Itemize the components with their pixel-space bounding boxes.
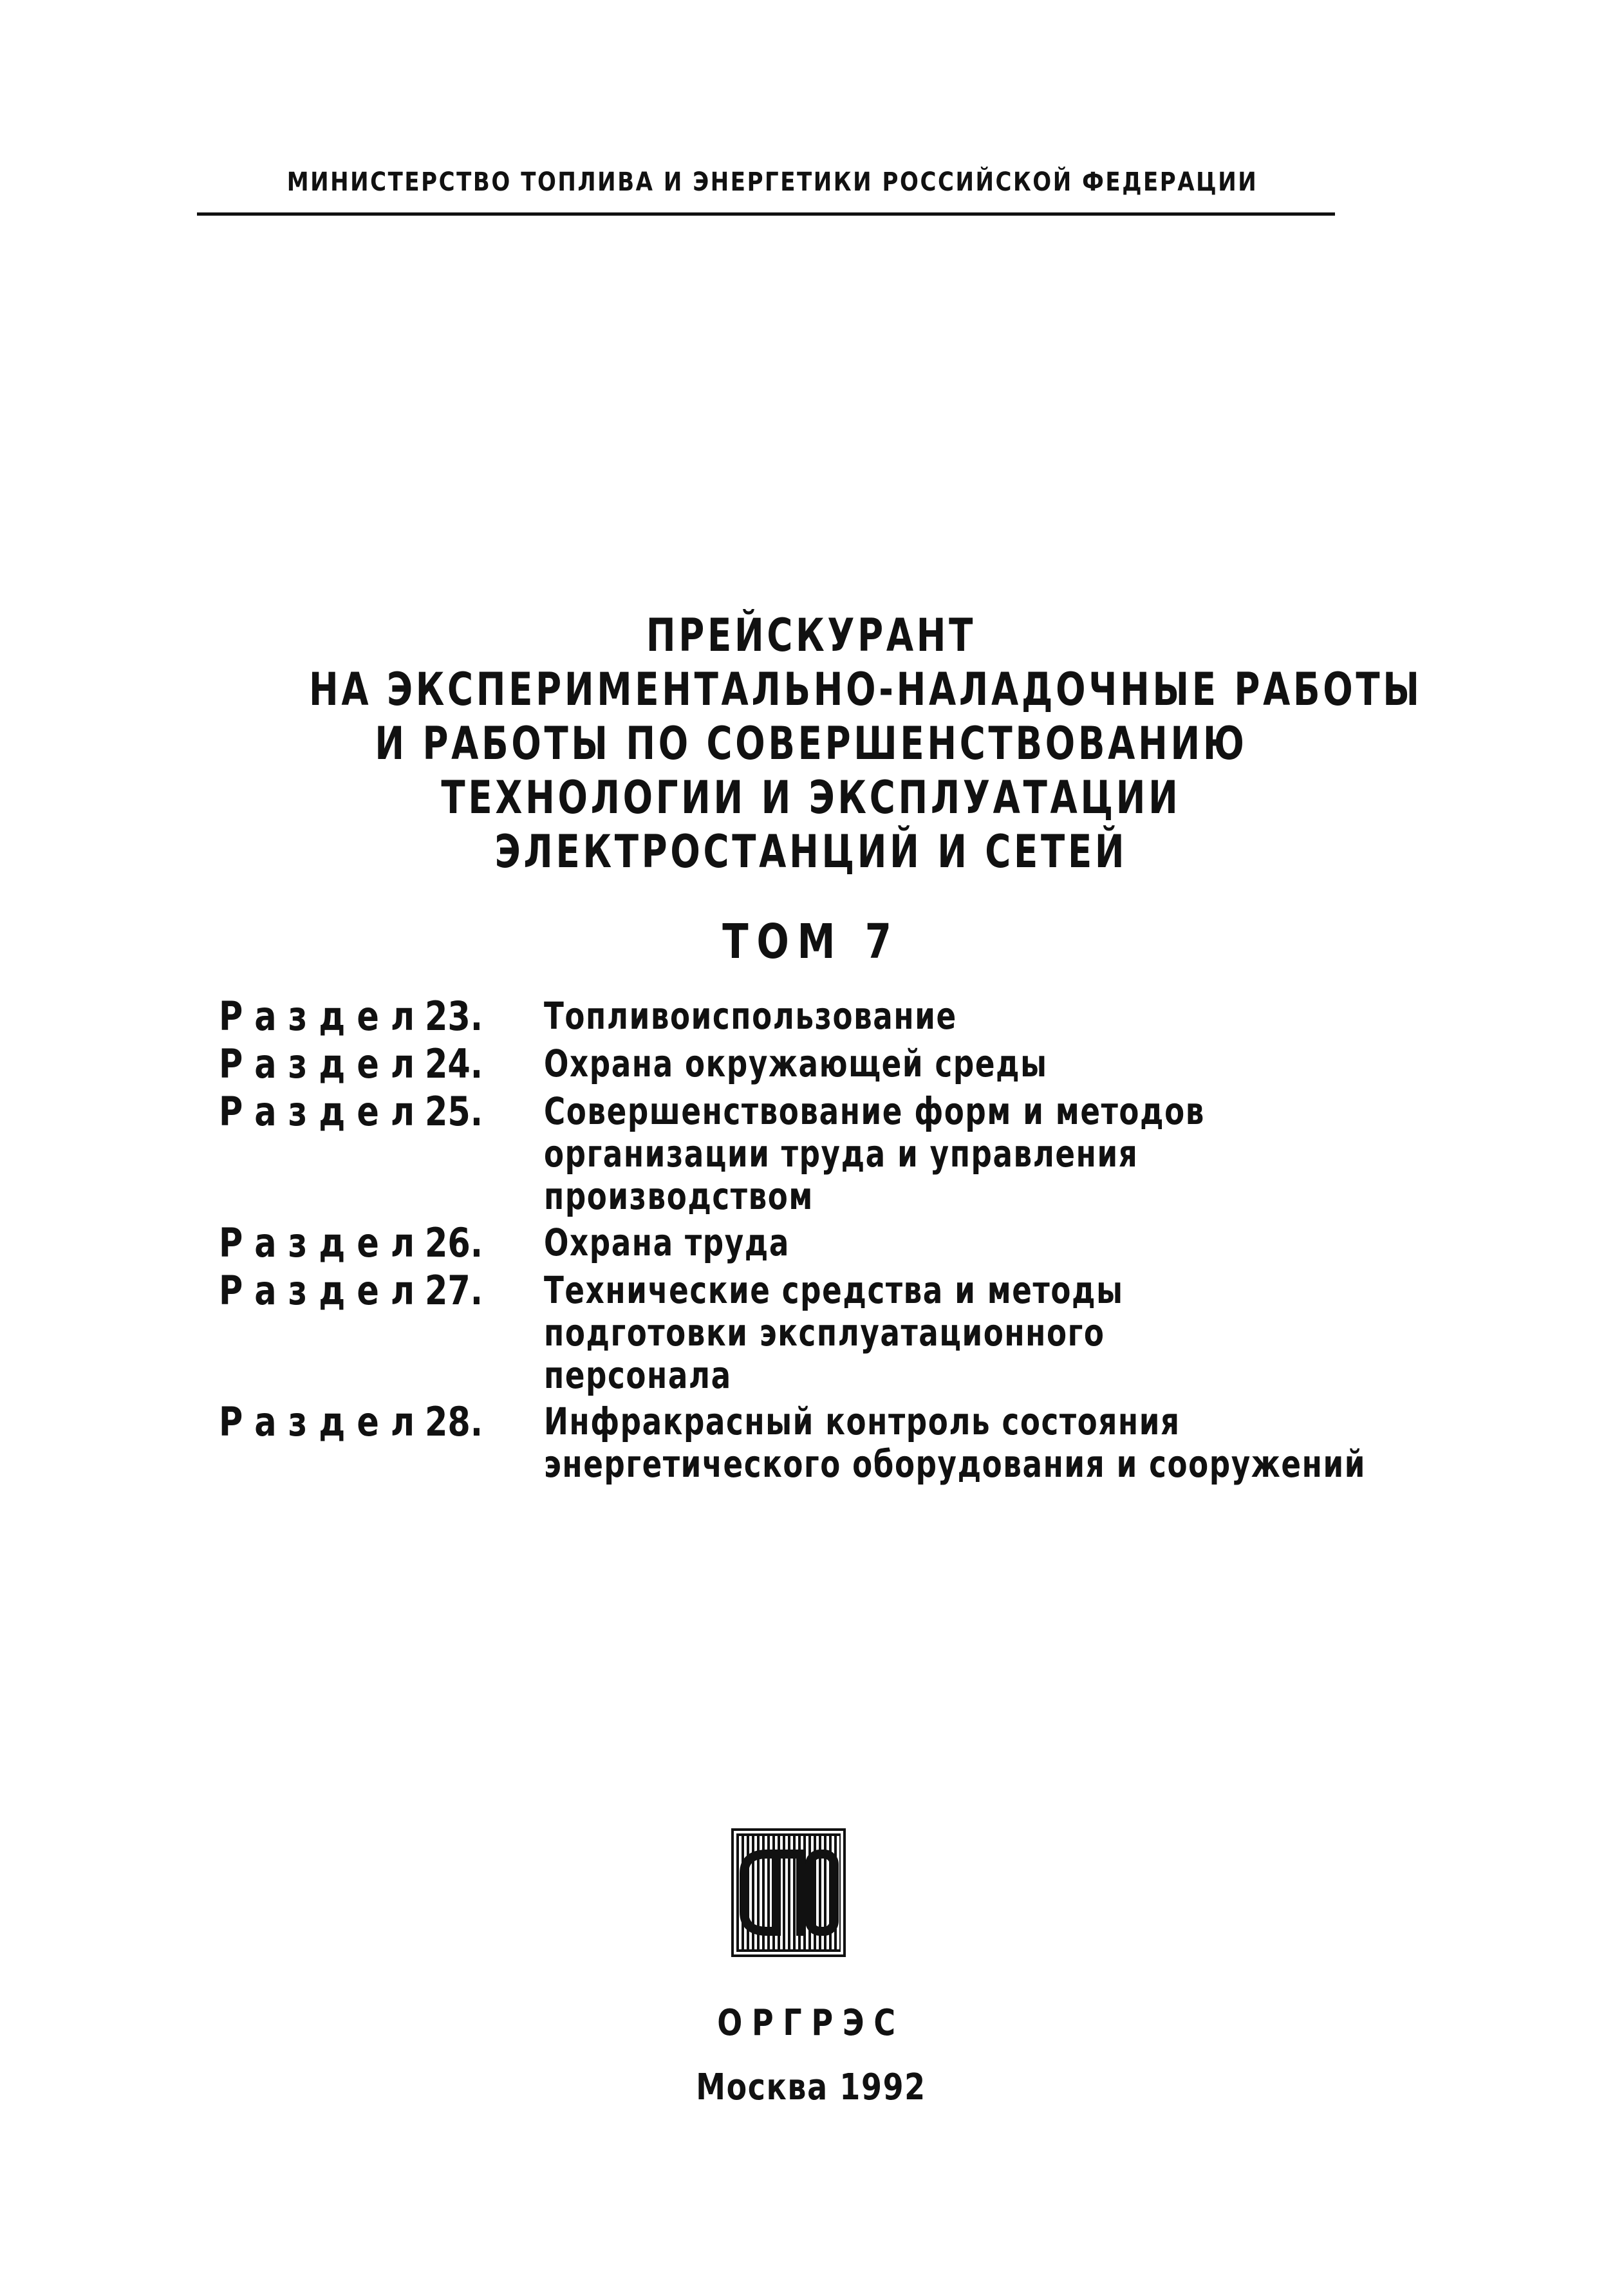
section-number: 27. [425, 1267, 483, 1314]
section-title-line: Совершенствование форм и методов [544, 1089, 1205, 1133]
section-item [219, 1400, 1442, 1485]
section-item [219, 1269, 1442, 1396]
section-item [219, 1042, 1442, 1086]
section-title [544, 1090, 1442, 1217]
section-title-line: производством [544, 1174, 814, 1218]
section-label: Раздел [219, 1267, 427, 1314]
section-title [544, 1042, 1442, 1085]
section-number: 23. [425, 993, 483, 1040]
section-title [544, 1269, 1442, 1396]
section-label: Раздел [219, 1398, 427, 1445]
section-title-line: Топливоиспользование [544, 994, 957, 1038]
section-label: Раздел [219, 1040, 427, 1087]
publisher-name: ОРГРЭС [717, 2002, 905, 2044]
publication-place-year: Москва 1992 [696, 2066, 926, 2108]
section-label: Раздел [219, 1088, 427, 1135]
spo-logo-icon [731, 1828, 846, 1957]
section-number: 25. [425, 1088, 483, 1135]
section-number: 26. [425, 1219, 483, 1266]
section-label: Раздел [219, 1219, 427, 1266]
section-title-line: персонала [544, 1353, 732, 1397]
section-title-line: Охрана труда [544, 1221, 790, 1264]
section-title [544, 1221, 1442, 1264]
document-title [167, 608, 1455, 879]
section-label: Раздел [219, 993, 427, 1040]
section-title-line: Охрана окружающей среды [544, 1042, 1048, 1085]
section-number: 24. [425, 1040, 483, 1087]
section-title [544, 995, 1442, 1037]
section-item [219, 1090, 1442, 1217]
volume-number: ТОМ 7 [722, 914, 900, 970]
section-title-line: энергетического оборудования и сооружений [544, 1442, 1366, 1486]
section-title-line: организации труда и управления [544, 1132, 1139, 1176]
header-divider [197, 212, 1335, 216]
section-title-line: подготовки эксплуатационного [544, 1311, 1105, 1354]
section-title-line: Технические средства и методы [544, 1268, 1124, 1312]
title-line: ЭЛЕКТРОСТАНЦИЙ И СЕТЕЙ [494, 825, 1128, 878]
section-title-line: Инфракрасный контроль состояния [544, 1400, 1181, 1443]
title-line: И РАБОТЫ ПО СОВЕРШЕНСТВОВАНИЮ [375, 717, 1247, 770]
section-number: 28. [425, 1398, 483, 1445]
sections-list [219, 995, 1442, 1489]
section-item [219, 1221, 1442, 1265]
section-item [219, 995, 1442, 1038]
ministry-header: МИНИСТЕРСТВО ТОПЛИВА И ЭНЕРГЕТИКИ РОССИЙСКОЙ ФЕДЕРАЦИИ [286, 167, 1258, 197]
title-line: НА ЭКСПЕРИМЕНТАЛЬНО-НАЛАДОЧНЫЕ РАБОТЫ [309, 663, 1423, 716]
section-title [544, 1400, 1598, 1485]
title-line: ТЕХНОЛОГИИ И ЭКСПЛУАТАЦИИ [441, 771, 1181, 824]
title-line: ПРЕЙСКУРАНТ [646, 609, 976, 662]
